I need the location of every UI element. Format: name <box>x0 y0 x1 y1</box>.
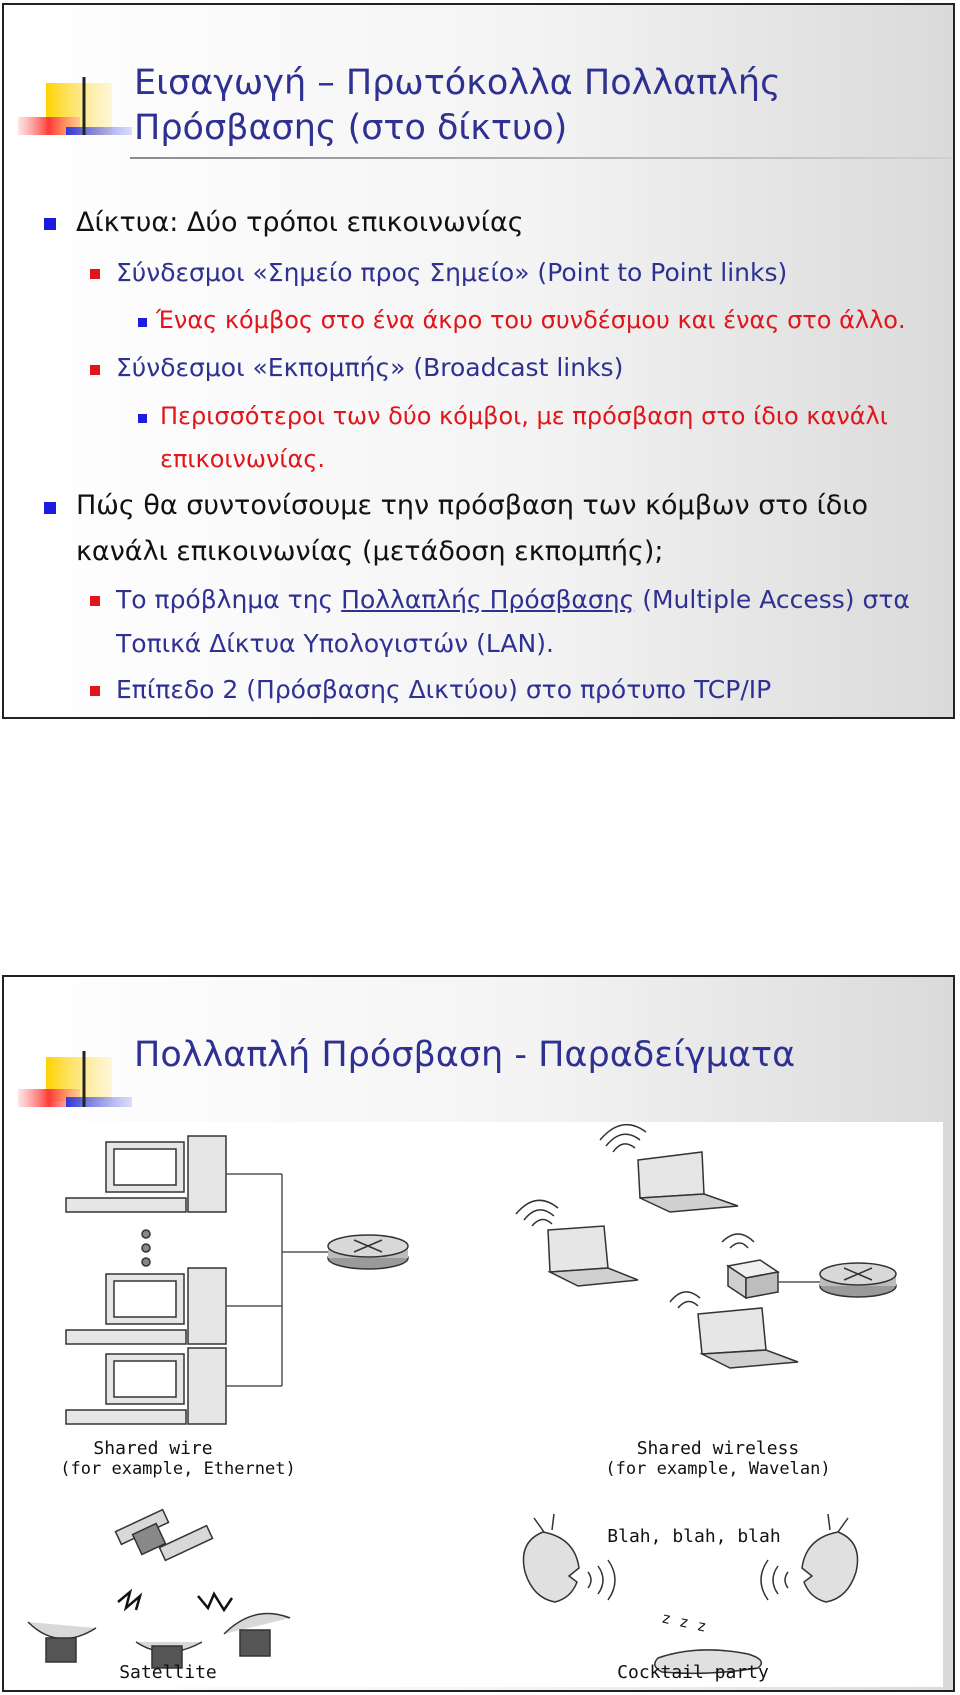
multiple-access-term: Πολλαπλής Πρόσβασης <box>341 585 635 614</box>
caption-wavelan: (for example, Wavelan) <box>605 1459 831 1479</box>
bullet-layer2: Επίπεδο 2 (Πρόσβασης Δικτύου) στο πρότυπο TCP/IP <box>116 675 772 704</box>
caption-shared-wireless: Shared wireless <box>636 1438 800 1459</box>
multiple-access-suffix: (Multiple Access) στα <box>634 585 910 614</box>
bullet-red-icon <box>90 596 100 606</box>
bullet-red-icon <box>90 365 100 375</box>
multiple-access-prefix: Το πρόβλημα της <box>116 585 342 614</box>
bullet-multiple-access-line2: Τοπικά Δίκτυα Υπολογιστών (LAN). <box>116 629 554 658</box>
slide-title <box>134 61 781 151</box>
slide-decoration-icon <box>4 977 144 1107</box>
bullet-blue-icon <box>44 218 56 230</box>
slide-title-line2: Πρόσβασης (στο δίκτυο) <box>134 108 568 148</box>
caption-blah: Blah, blah, blah <box>607 1526 781 1547</box>
bullet-more-nodes-line2: επικοινωνίας. <box>160 445 326 473</box>
router-icon <box>820 1263 896 1297</box>
slide-intro <box>2 3 955 719</box>
caption-zzz: z z z <box>660 1608 708 1636</box>
bullet-more-nodes-line1: Περισσότεροι των δύο κόμβοι, με πρόσβαση στο ίδιο κανάλι <box>160 402 888 430</box>
bullet-multiple-access-line1 <box>116 585 910 614</box>
bullet-blue-small-icon <box>138 414 147 423</box>
slide-title <box>134 1033 795 1078</box>
slide-title-text: Πολλαπλή Πρόσβαση - Παραδείγματα <box>134 1035 796 1075</box>
slide-title-line1: Εισαγωγή – Πρωτόκολλα Πολλαπλής <box>134 63 781 103</box>
bullet-red-icon <box>90 269 100 279</box>
router-icon <box>328 1235 408 1269</box>
bullet-coordinate-line1: Πώς θα συντονίσουμε την πρόσβαση των κόμβων στο ίδιο <box>76 490 868 521</box>
bullet-blue-small-icon <box>138 318 147 327</box>
bullet-broadcast-links: Σύνδεσμοι «Εκπομπής» (Broadcast links) <box>116 353 624 382</box>
bullet-red-icon <box>90 686 100 696</box>
bullet-blue-icon <box>44 502 56 514</box>
caption-shared-wire: Shared wire <box>93 1438 213 1459</box>
bullet-networks: Δίκτυα: Δύο τρόποι επικοινωνίας <box>76 207 524 238</box>
bullet-coordinate-line2: κανάλι επικοινωνίας (μετάδοση εκπομπής); <box>76 536 664 567</box>
caption-cocktail-party: Cocktail party <box>617 1662 769 1683</box>
caption-ethernet: (for example, Ethernet) <box>60 1459 296 1479</box>
bullet-one-node-each-end: Ένας κόμβος στο ένα άκρο του συνδέσμου και ένας στο άλλο. <box>156 306 906 334</box>
title-divider <box>130 157 952 159</box>
caption-satellite: Satellite <box>119 1662 217 1683</box>
bullet-point-to-point: Σύνδεσμοι «Σημείο προς Σημείο» (Point to Point links) <box>116 258 788 287</box>
slide-decoration-icon <box>4 5 144 135</box>
multiple-access-examples-figure <box>18 1122 943 1687</box>
slide-examples <box>2 975 955 1692</box>
